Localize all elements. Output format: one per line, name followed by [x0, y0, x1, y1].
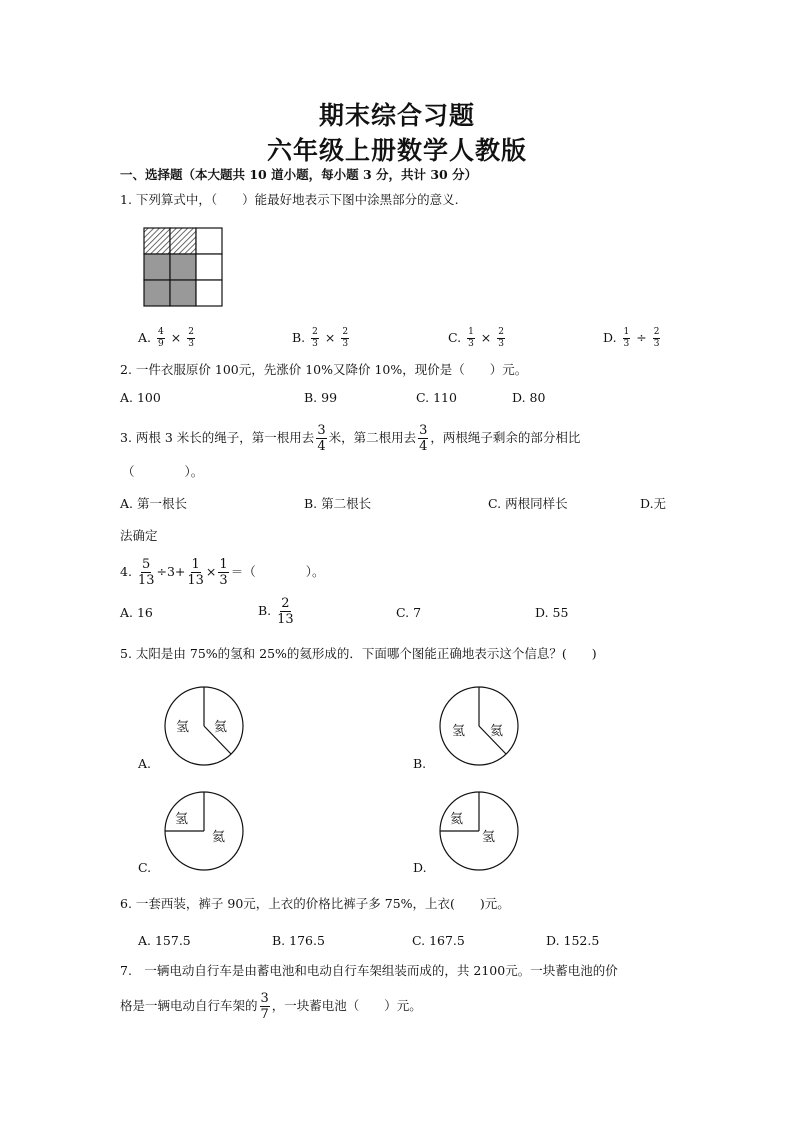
section-header: 一、选择题（本大题共 10 道小题，每小题 3 分，共计 30 分）: [120, 167, 478, 182]
q5-pie-c-label-main: 氦: [212, 830, 226, 845]
q2-option-c[interactable]: C. 110: [416, 390, 457, 405]
q1-option-d[interactable]: D. $\frac{1}{3}$ ÷ $\frac{2}{3}$: [603, 327, 660, 349]
grid-cell-hatched: [170, 228, 196, 254]
q4-option-a[interactable]: A. 16: [120, 605, 153, 620]
q5-option-d[interactable]: D.: [413, 860, 427, 875]
q6-stem: 6. 一套西装，裤子 90元，上衣的价格比裤子多 75%，上衣( )元。: [120, 896, 510, 911]
q2-option-a[interactable]: A. 100: [120, 390, 161, 405]
grid-cell-shaded: [170, 254, 196, 280]
q4-option-d[interactable]: D. 55: [535, 605, 569, 620]
q3-option-d[interactable]: D.无: [640, 496, 667, 511]
grid-cell-shaded: [144, 254, 170, 280]
grid-cell-hatched: [144, 228, 170, 254]
q3-option-d-cont: 法确定: [120, 528, 158, 543]
q5-pie-a-label-right: 氦: [214, 720, 228, 735]
q5-pie-d: [438, 790, 520, 872]
q5-pie-b: [438, 685, 520, 767]
q4-stem: 4. $\frac{5}{13}$ ÷3+ $\frac{1}{13}$ × $\frac{1}{3}$ ＝（ ）。: [120, 557, 325, 588]
q6-option-b[interactable]: B. 176.5: [272, 933, 325, 948]
q3-option-c[interactable]: C. 两根同样长: [488, 496, 568, 511]
q5-option-c[interactable]: C.: [138, 860, 152, 875]
q6-option-a[interactable]: A. 157.5: [138, 933, 191, 948]
q1-option-c[interactable]: C. $\frac{1}{3}$ × $\frac{2}{3}$: [448, 327, 504, 349]
q6-option-d[interactable]: D. 152.5: [546, 933, 600, 948]
q5-pie-c: [163, 790, 245, 872]
q5-pie-b-label-left: 氢: [452, 724, 466, 739]
q1-option-b[interactable]: B. $\frac{2}{3}$ × $\frac{2}{3}$: [292, 327, 349, 349]
grid-cell-empty: [196, 254, 222, 280]
q3-option-b[interactable]: B. 第二根长: [304, 496, 372, 511]
q2-option-b[interactable]: B. 99: [304, 390, 338, 405]
grid-cell-empty: [196, 280, 222, 306]
q5-pie-b-label-right: 氦: [490, 724, 504, 739]
q1-stem: 1. 下列算式中，（ ）能最好地表示下图中涂黑部分的意义.: [120, 192, 459, 207]
q3-option-a[interactable]: A. 第一根长: [120, 496, 187, 511]
q5-option-a[interactable]: A.: [138, 756, 152, 771]
q7-stem-line2: 格是一辆电动自行车架的 $\frac{3}{7}$ ，一块蓄电池（ ）元。: [120, 991, 422, 1022]
q5-option-b[interactable]: B.: [413, 756, 427, 771]
q2-stem: 2. 一件衣服原价 100元，先涨价 10%又降价 10%，现价是（ ）元。: [120, 362, 528, 377]
q5-pie-c-label-quarter: 氢: [175, 812, 189, 827]
q4-option-b[interactable]: B. $\frac{2}{13}$: [258, 596, 294, 627]
grid-cell-empty: [196, 228, 222, 254]
q5-pie-a-label-left: 氢: [176, 720, 190, 735]
grid-cell-shaded: [144, 280, 170, 306]
q3-stem-line2: （ ）。: [122, 464, 204, 479]
q3-stem: 3. 两根 3 米长的绳子，第一根用去 $\frac{3}{4}$ 米，第二根用去 $\frac{3}{4}$ ，两根绳子剩余的部分相比: [120, 423, 581, 454]
q5-stem: 5. 太阳是由 75%的氢和 25%的氦形成的．下面哪个图能正确地表示这个信息？( ): [120, 646, 597, 661]
page-title: 期末综合习题: [318, 101, 475, 130]
q5-pie-d-label-main: 氢: [482, 830, 496, 845]
q1-grid-figure: [143, 227, 225, 309]
page-subtitle: 六年级上册数学人教版: [266, 136, 527, 165]
q2-option-d[interactable]: D. 80: [512, 390, 546, 405]
q6-option-c[interactable]: C. 167.5: [412, 933, 465, 948]
q1-option-a[interactable]: A. $\frac{4}{9}$ × $\frac{2}{3}$: [138, 327, 194, 349]
q4-option-c[interactable]: C. 7: [396, 605, 422, 620]
q5-pie-d-label-quarter: 氦: [450, 812, 464, 827]
grid-cell-shaded: [170, 280, 196, 306]
q7-stem-line1: 7. 一辆电动自行车是由蓄电池和电动自行车架组装而成的，共 2100元。一块蓄电池的价: [120, 963, 618, 978]
